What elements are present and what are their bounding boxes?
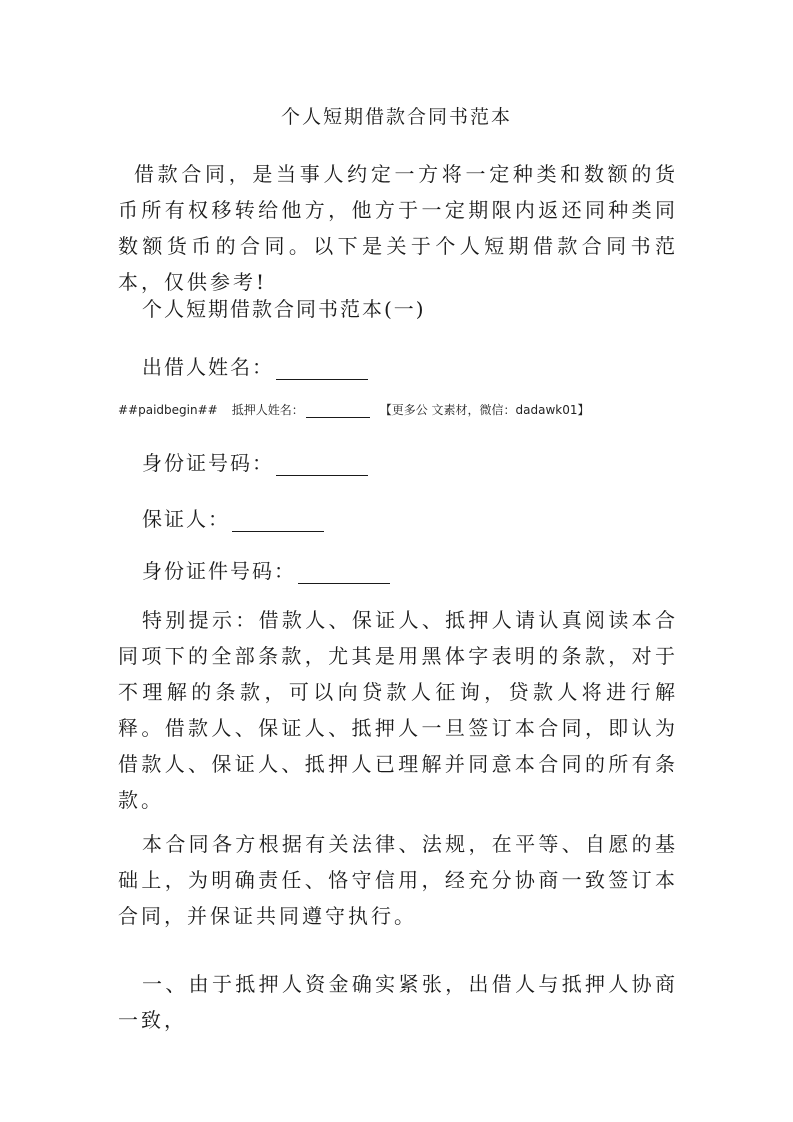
guarantor-field <box>142 503 793 532</box>
guarantor-label: 保证人： <box>142 507 230 531</box>
document-title: 个人短期借款合同书范本 <box>280 106 512 128</box>
promo-text: 【更多公 文素材，微信：dadawk01】 <box>379 403 590 417</box>
id-document-number-label: 身份证件号码： <box>142 559 296 583</box>
id-number-blank <box>276 455 368 476</box>
mortgagor-name-label: 抵押人姓名： <box>231 403 304 417</box>
id-number-label: 身份证号码： <box>142 451 274 475</box>
id-number-field <box>142 447 793 476</box>
lender-name-label: 出借人姓名： <box>142 355 274 379</box>
id-document-number-blank <box>298 563 390 584</box>
intro-paragraph: 借款合同，是当事人约定一方将一定种类和数额的货币所有权移转给他方，他方于一定期限内返还同种类同数额货币的合同。以下是关于个人短期借款合同书范本，仅供参考! <box>118 162 678 294</box>
paid-marker: ##paidbegin## <box>118 403 218 417</box>
section-heading: 个人短期借款合同书范本(一) <box>142 297 426 321</box>
id-document-number-field <box>142 555 793 584</box>
lender-name-field <box>142 351 793 380</box>
clause-one-paragraph: 一、由于抵押人资金确实紧张，出借人与抵押人协商一致， <box>118 972 678 1032</box>
special-notice-paragraph: 特别提示：借款人、保证人、抵押人请认真阅读本合同项下的全部条款，尤其是用黑体字表明的条款，对于不理解的条款，可以向贷款人征询，贷款人将进行解释。借款人、保证人、抵押人一旦签订本合同，即认为借款人、保证人、抵押人已理解并同意本合同的所有条款。 <box>118 608 678 812</box>
basis-paragraph: 本合同各方根据有关法律、法规，在平等、自愿的基础上，为明确责任、恪守信用，经充分协商一致签订本合同，并保证共同遵守执行。 <box>118 832 678 928</box>
guarantor-blank <box>232 511 324 532</box>
lender-name-blank <box>276 359 368 380</box>
mortgagor-name-blank <box>306 404 370 418</box>
watermark-line <box>118 401 793 418</box>
